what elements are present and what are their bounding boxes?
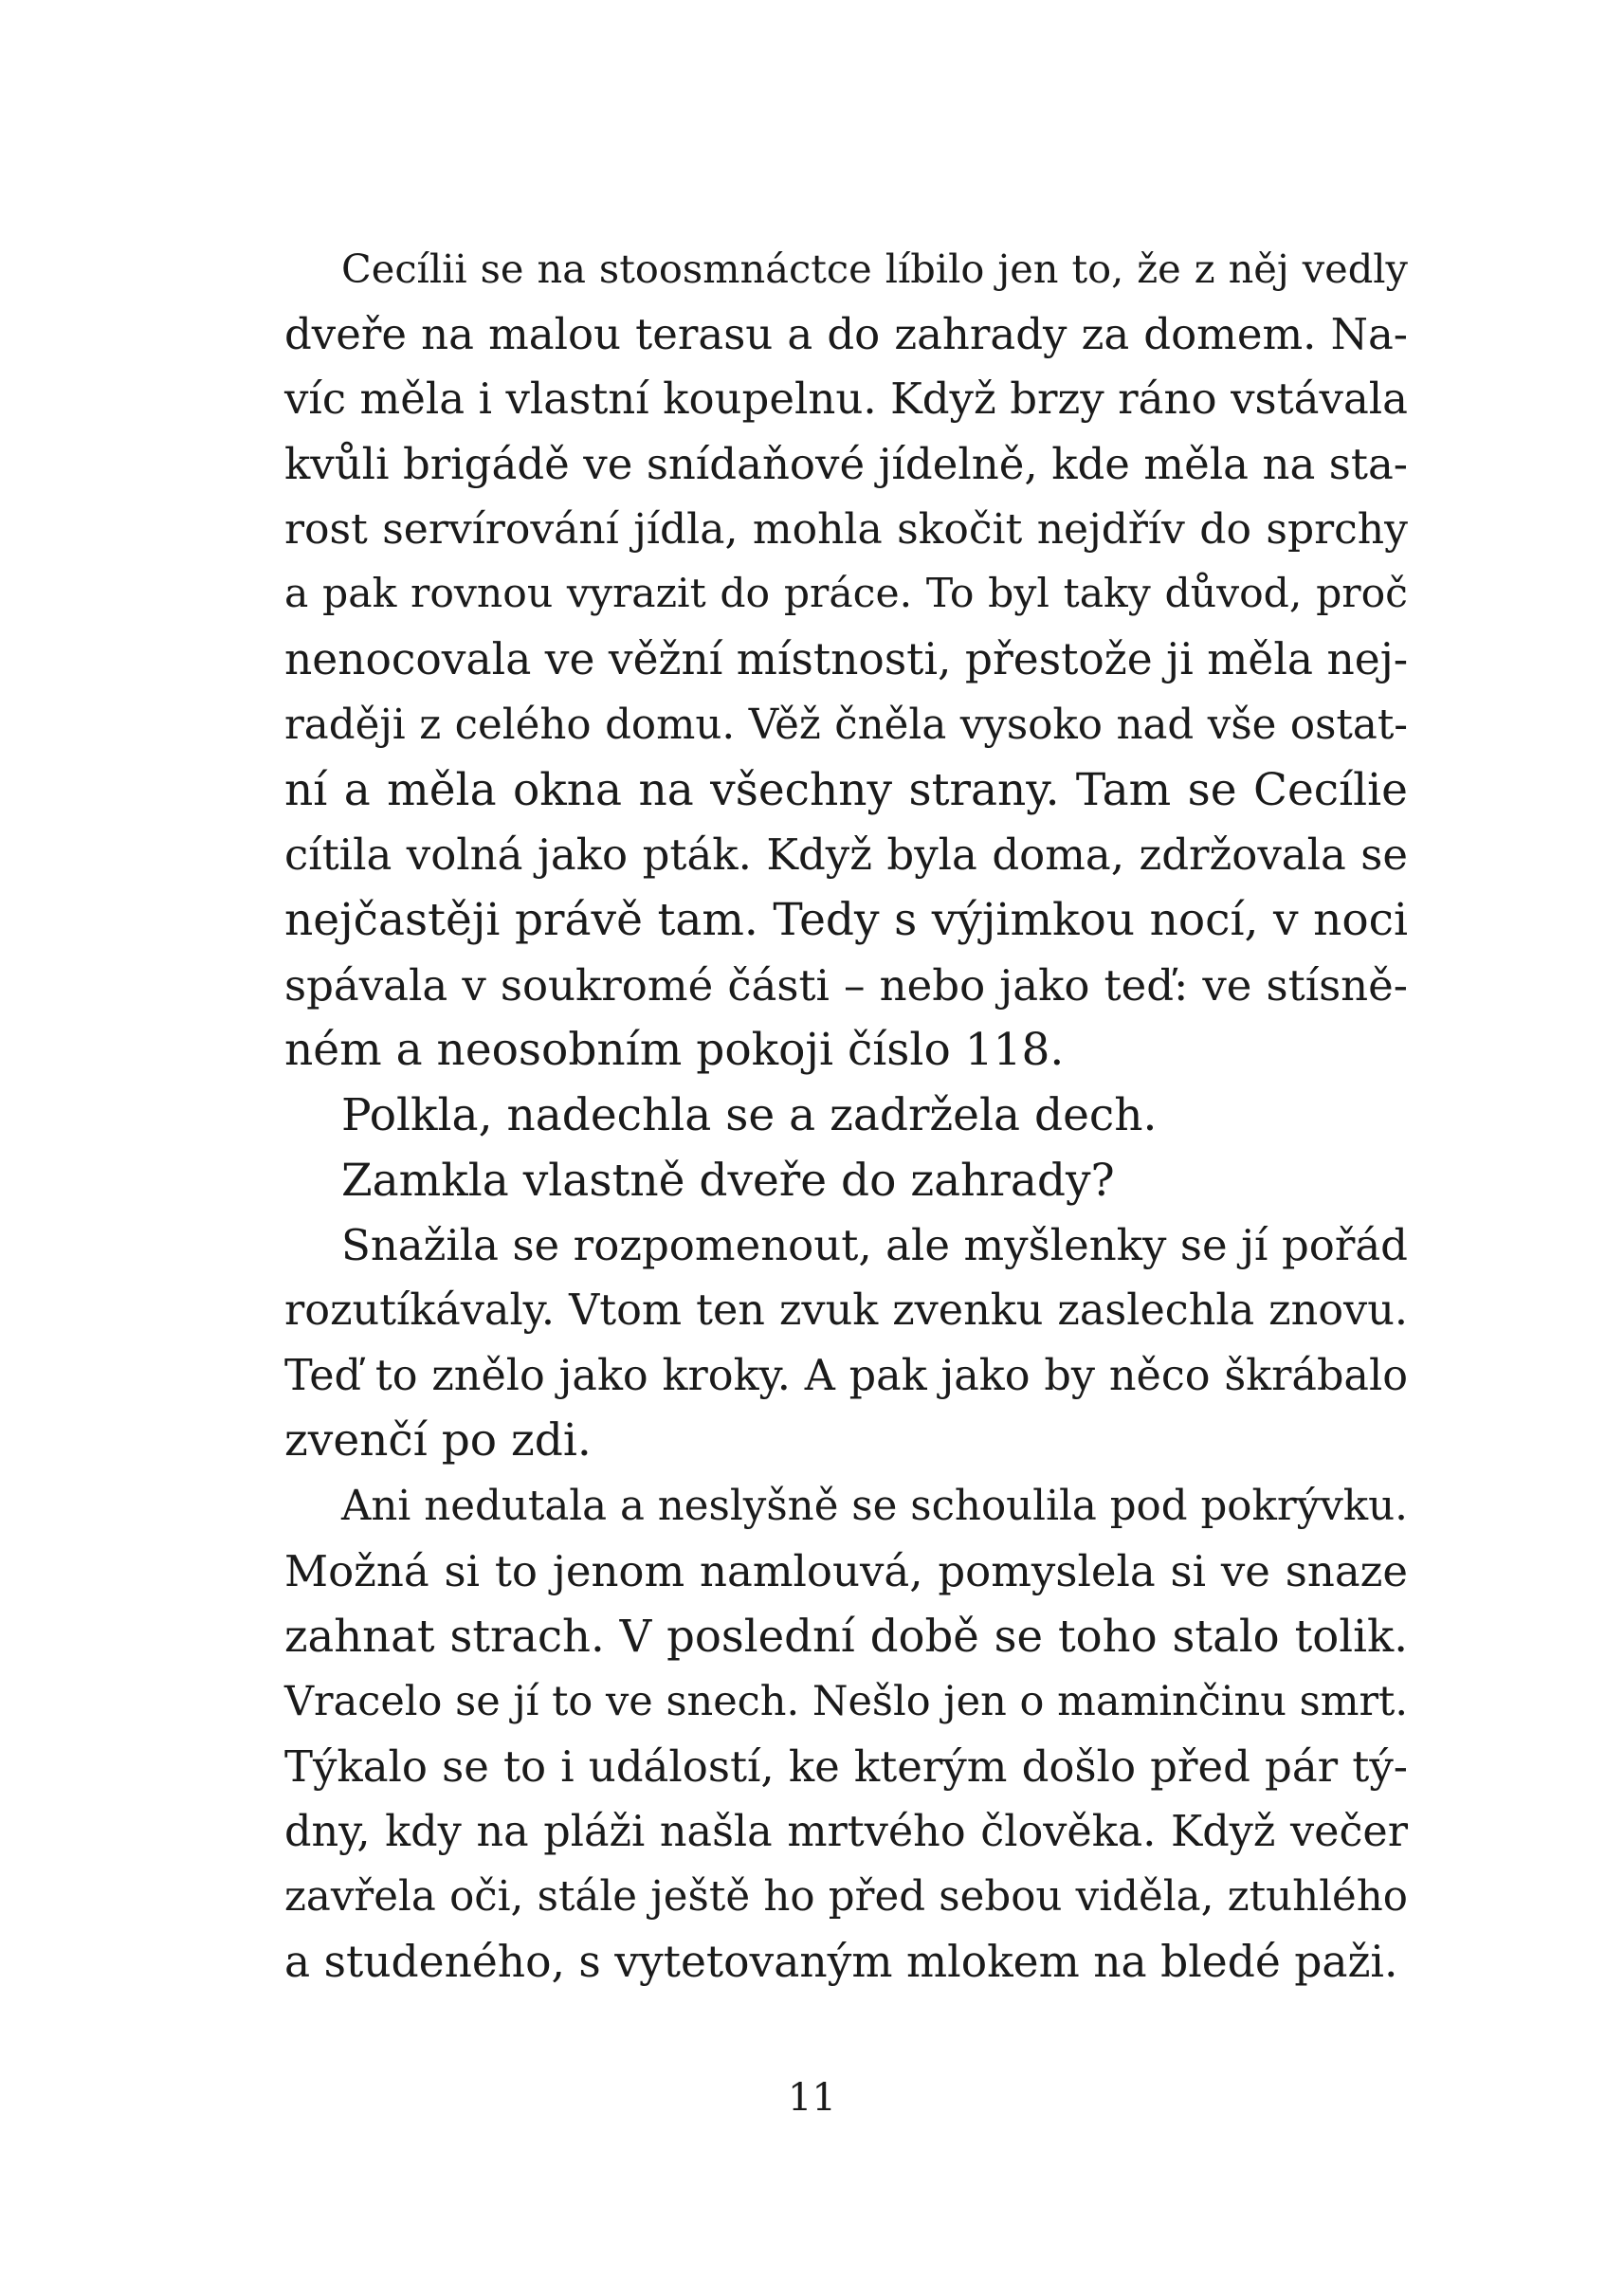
text-line: ném a neosobním pokoji číslo 118. bbox=[284, 1024, 1065, 1077]
paragraph bbox=[284, 1084, 1408, 1149]
text-line: nenocovala ve věžní místnosti, přestože ji měla nej- bbox=[284, 634, 1409, 685]
page-number: 11 bbox=[788, 2076, 836, 2120]
text-line: a pak rovnou vyrazit do práce. To byl taky důvod, proč bbox=[284, 571, 1408, 618]
body-text bbox=[284, 237, 1408, 1995]
text-line: dveře na malou terasu a do zahrady za domem. Na- bbox=[284, 308, 1408, 359]
paragraph bbox=[284, 1213, 1408, 1474]
text-line: zvenčí po zdi. bbox=[284, 1414, 592, 1467]
text-line: Týkalo se to i událostí, ke kterým došlo před pár tý- bbox=[284, 1740, 1408, 1792]
text-line: a studeného, s vytetovaným mlokem na bledé paži. bbox=[284, 1936, 1398, 1987]
text-line: Ani nedutala a neslyšně se schoulila pod pokrývku. bbox=[341, 1483, 1408, 1531]
text-line: ní a měla okna na všechny strany. Tam se Cecílie bbox=[284, 763, 1408, 816]
text-line: kvůli brigádě ve snídaňové jídelně, kde měla na sta- bbox=[284, 439, 1408, 490]
text-line: zavřela oči, stále ještě ho před sebou viděla, ztuhlého bbox=[284, 1873, 1408, 1922]
text-line: rozutíkávaly. Vtom ten zvuk zvenku zaslechla znovu. bbox=[284, 1286, 1408, 1335]
text-line: zahnat strach. V poslední době se toho stalo tolik. bbox=[284, 1611, 1408, 1663]
text-line: raději z celého domu. Věž čněla vysoko nad vše ostat- bbox=[284, 701, 1408, 749]
text-line: cítila volná jako pták. Když byla doma, zdržovala se bbox=[284, 829, 1408, 881]
text-line: Polkla, nadechla se a zadržela dech. bbox=[341, 1088, 1158, 1141]
text-line: Vracelo se jí to ve snech. Nešlo jen o maminčinu smrt. bbox=[284, 1678, 1408, 1726]
text-line: rost servírování jídla, mohla skočit nejdřív do sprchy bbox=[284, 504, 1408, 554]
paragraph bbox=[284, 1149, 1408, 1214]
text-line: Zamkla vlastně dveře do zahrady? bbox=[341, 1154, 1115, 1207]
text-line: víc měla i vlastní koupelnu. Když brzy ráno vstávala bbox=[284, 374, 1408, 425]
text-line: Snažila se rozpomenout, ale myšlenky se jí pořád bbox=[341, 1220, 1408, 1271]
text-line: spávala v soukromé části – nebo jako teď: ve stísně- bbox=[284, 959, 1408, 1011]
text-line: Teď to znělo jako kroky. A pak jako by něco škrábalo bbox=[284, 1351, 1408, 1400]
text-line: dny, kdy na pláži našla mrtvého člověka. Když večer bbox=[284, 1807, 1408, 1856]
paragraph bbox=[284, 1474, 1408, 1995]
text-line: Možná si to jenom namlouvá, pomyslela si ve snaze bbox=[284, 1545, 1408, 1596]
text-line: Cecílii se na stoosmnáctce líbilo jen to, že z něj vedly bbox=[341, 246, 1408, 292]
paragraph bbox=[284, 237, 1408, 1084]
text-line: nejčastěji právě tam. Tedy s výjimkou nocí, v noci bbox=[284, 893, 1408, 946]
